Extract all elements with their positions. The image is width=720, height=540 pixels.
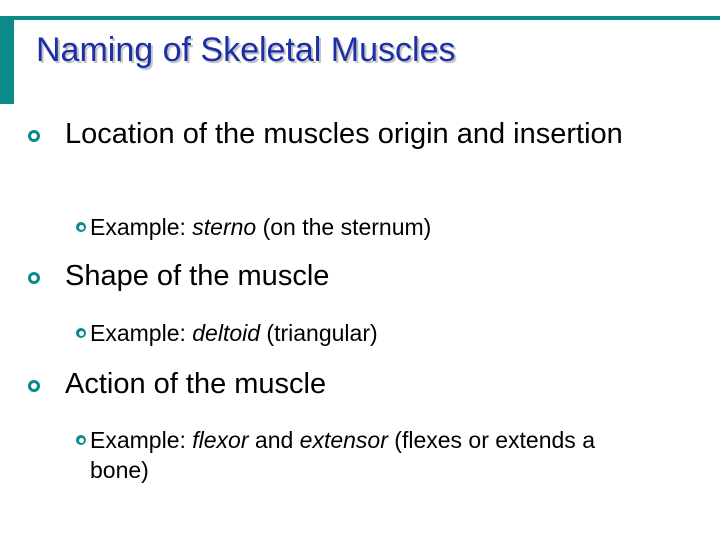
example-suffix: (on the sternum) xyxy=(256,214,432,240)
sub-bullet-location-example xyxy=(76,212,676,242)
bullet-shape xyxy=(28,260,688,293)
example-prefix: Example: xyxy=(90,214,193,240)
example-term: sterno xyxy=(192,214,257,240)
sub-bullet-dot-icon xyxy=(76,435,86,445)
example-term: flexor xyxy=(192,427,249,453)
sub-bullet-dot-icon xyxy=(76,328,86,338)
example-term-2: extensor xyxy=(299,427,388,453)
bullet-text: Location of the muscles origin and insertion xyxy=(65,118,623,150)
example-prefix: Example: xyxy=(90,427,193,453)
bullet-text: Action of the muscle xyxy=(65,368,327,400)
example-middle: and xyxy=(248,427,300,453)
bullet-dot-icon xyxy=(28,130,40,142)
sub-bullet-action-example xyxy=(76,425,636,485)
bullet-dot-icon xyxy=(28,380,40,392)
example-term: deltoid xyxy=(192,320,261,346)
bullet-location xyxy=(28,118,688,151)
sub-bullet-text xyxy=(90,425,636,485)
sub-bullet-text xyxy=(90,318,676,348)
sub-bullet-dot-icon xyxy=(76,222,86,232)
bullet-dot-icon xyxy=(28,272,40,284)
sub-bullet-shape-example xyxy=(76,318,676,348)
example-suffix: (flexes or extends a bone) xyxy=(90,427,595,483)
bullet-action xyxy=(28,368,688,401)
slide-title: Naming of Skeletal Muscles xyxy=(36,31,456,69)
example-suffix: (triangular) xyxy=(260,320,378,346)
example-prefix: Example: xyxy=(90,320,193,346)
sub-bullet-text xyxy=(90,212,676,242)
bullet-text: Shape of the muscle xyxy=(65,260,330,292)
